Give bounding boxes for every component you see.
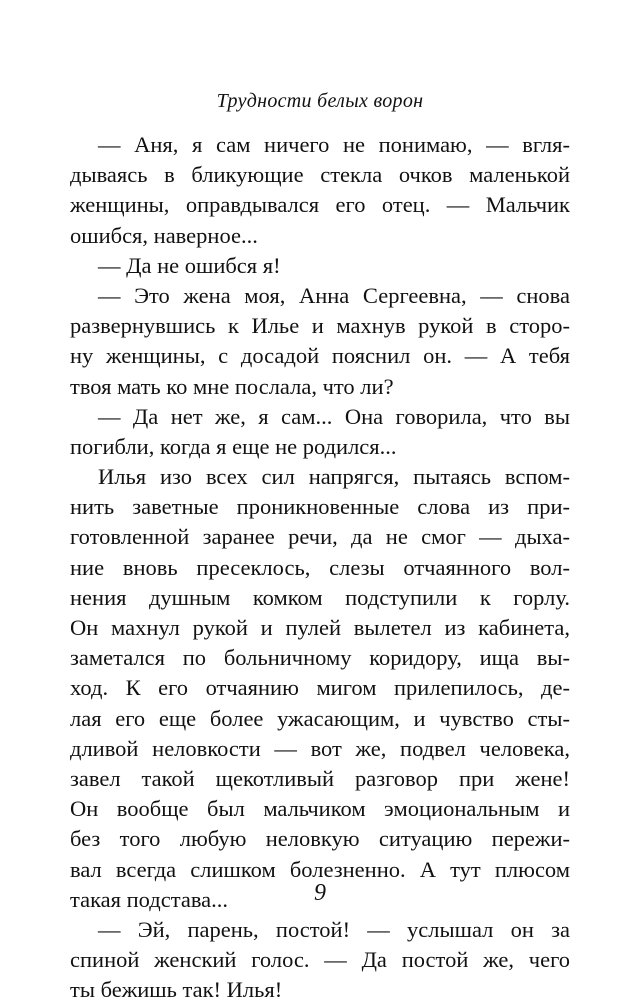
text-line: — Да нет же, я сам... Она говорила, что вы <box>98 403 570 429</box>
text-line: готовленной заранее речи, да не смог — дыха- <box>70 524 570 550</box>
text-line: нить заветные проникновенные слова из при- <box>70 494 570 520</box>
text-line: лая его еще более ужасающим, и чувство сты- <box>70 705 570 731</box>
page-number: 9 <box>314 880 326 906</box>
text-line: твоя мать ко мне послала, что ли? <box>70 373 394 399</box>
running-head: Трудности белых ворон <box>216 90 424 112</box>
text-line: без того любую неловкую ситуацию пережи- <box>70 826 570 852</box>
text-line: — Аня, я сам ничего не понимаю, — вгля- <box>98 132 570 157</box>
text-line: Он махнул рукой и пулей вылетел из кабинета, <box>70 615 570 640</box>
text-line: дываясь в бликующие стекла очков маленькой <box>70 162 570 188</box>
text-line: вал всегда слишком болезненно. А тут плюсом <box>70 856 570 882</box>
text-line: — Да не ошибся я! <box>98 252 281 278</box>
text-line: ход. К его отчаянию мигом прилепилось, де- <box>70 675 570 701</box>
text-line: развернувшись к Илье и махнув рукой в сторо- <box>70 313 570 339</box>
text-line: дливой неловкости — вот же, подвел человека, <box>70 735 570 761</box>
text-line: ну женщины, с досадой пояснил он. — А тебя <box>70 343 570 369</box>
text-line: ты бежишь так! Илья! <box>70 977 283 1003</box>
text-line: — Это жена моя, Анна Сергеевна, — снова <box>98 282 570 308</box>
text-line: спиной женский голос. — Да постой же, чего <box>70 947 570 973</box>
text-line: завел такой щекотливый разговор при жене! <box>70 765 570 791</box>
text-line: заметался по больничному коридору, ища вы- <box>70 645 570 671</box>
text-line: ние вновь пресеклось, слезы отчаянного вол- <box>70 554 570 580</box>
text-line: такая подстава... <box>70 886 229 912</box>
text-line: — Эй, парень, постой! — услышал он за <box>98 916 570 942</box>
text-line: ошибся, наверное... <box>70 222 258 248</box>
text-line: женщины, оправдывался его отец. — Мальчик <box>70 192 570 218</box>
text-line: нения душным комком подступили к горлу. <box>70 584 570 610</box>
body-text <box>70 130 570 1005</box>
text-line: Он вообще был мальчиком эмоциональным и <box>70 796 570 822</box>
text-line: Илья изо всех сил напрягся, пытаясь вспом- <box>98 464 570 490</box>
text-line: погибли, когда я еще не родился... <box>70 433 397 459</box>
